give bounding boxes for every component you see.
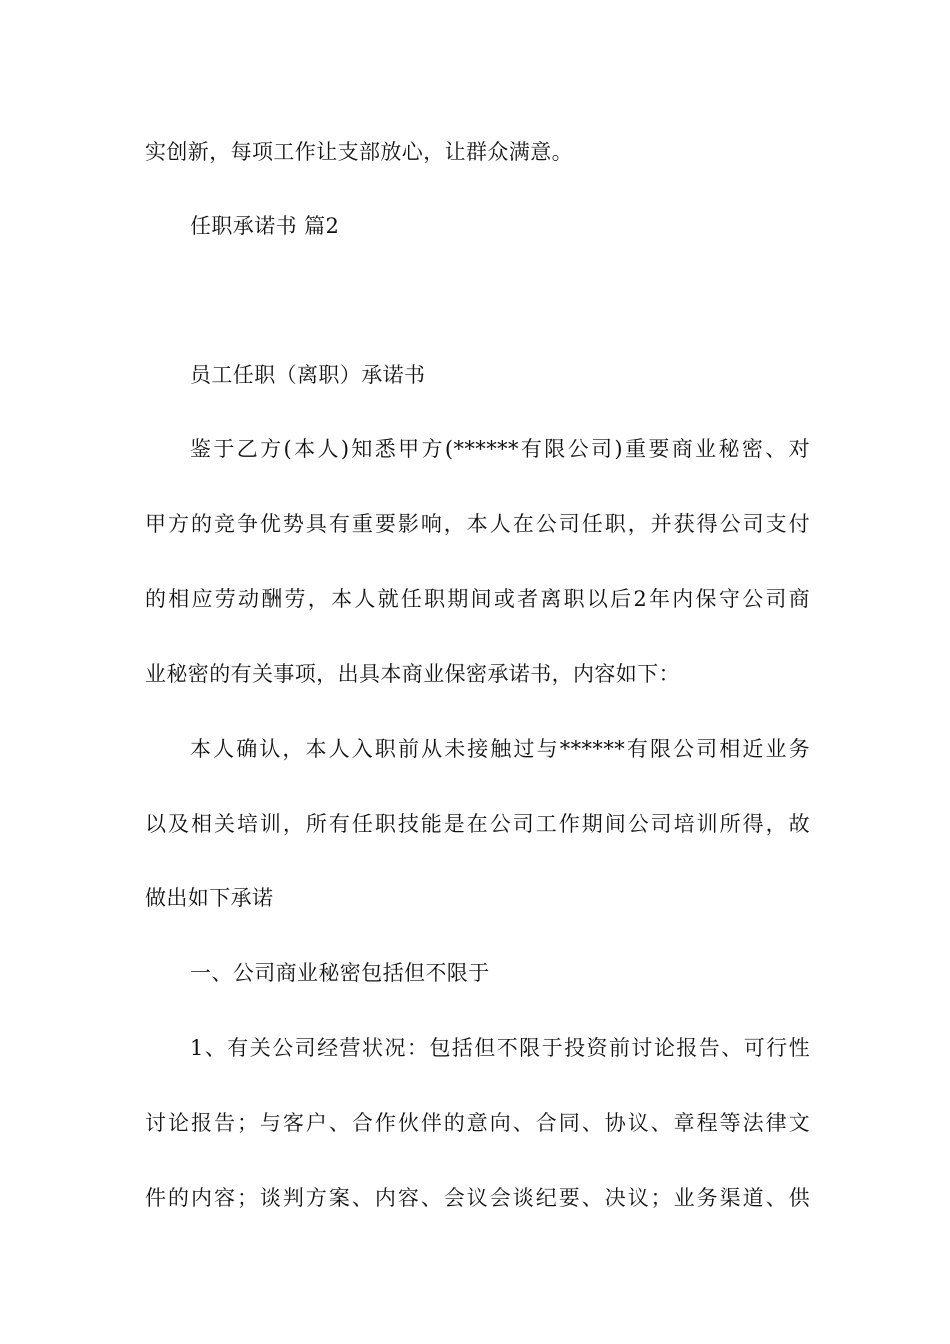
paragraph-line: 鉴于乙方(本人)知悉甲方(******有限公司)重要商业秘密、对	[190, 437, 810, 461]
paragraph-line: 做出如下承诺	[145, 886, 274, 910]
list-item-line: 讨论报告；与客户、合作伙伴的意向、合同、协议、章程等法律文	[145, 1111, 810, 1135]
paragraph-line: 的相应劳动酬劳，本人就任职期间或者离职以后2年内保守公司商	[145, 587, 810, 611]
list-item-line: 件的内容；谈判方案、内容、会议会谈纪要、决议；业务渠道、供	[145, 1186, 810, 1210]
section-heading: 任职承诺书 篇2	[190, 214, 340, 238]
paragraph-line: 业秘密的有关事项，出具本商业保密承诺书，内容如下：	[145, 662, 680, 686]
paragraph-line: 甲方的竞争优势具有重要影响，本人在公司任职，并获得公司支付	[145, 512, 810, 536]
list-heading: 一、公司商业秘密包括但不限于	[190, 961, 490, 985]
paragraph-line: 本人确认，本人入职前从未接触过与******有限公司相近业务	[190, 737, 810, 761]
list-item-line: 1、有关公司经营状况：包括但不限于投资前讨论报告、可行性	[190, 1036, 810, 1060]
document-title: 员工任职（离职）承诺书	[190, 363, 426, 387]
text-line-continuation: 实创新，每项工作让支部放心，让群众满意。	[145, 140, 573, 164]
paragraph-line: 以及相关培训，所有任职技能是在公司工作期间公司培训所得，故	[145, 812, 810, 836]
